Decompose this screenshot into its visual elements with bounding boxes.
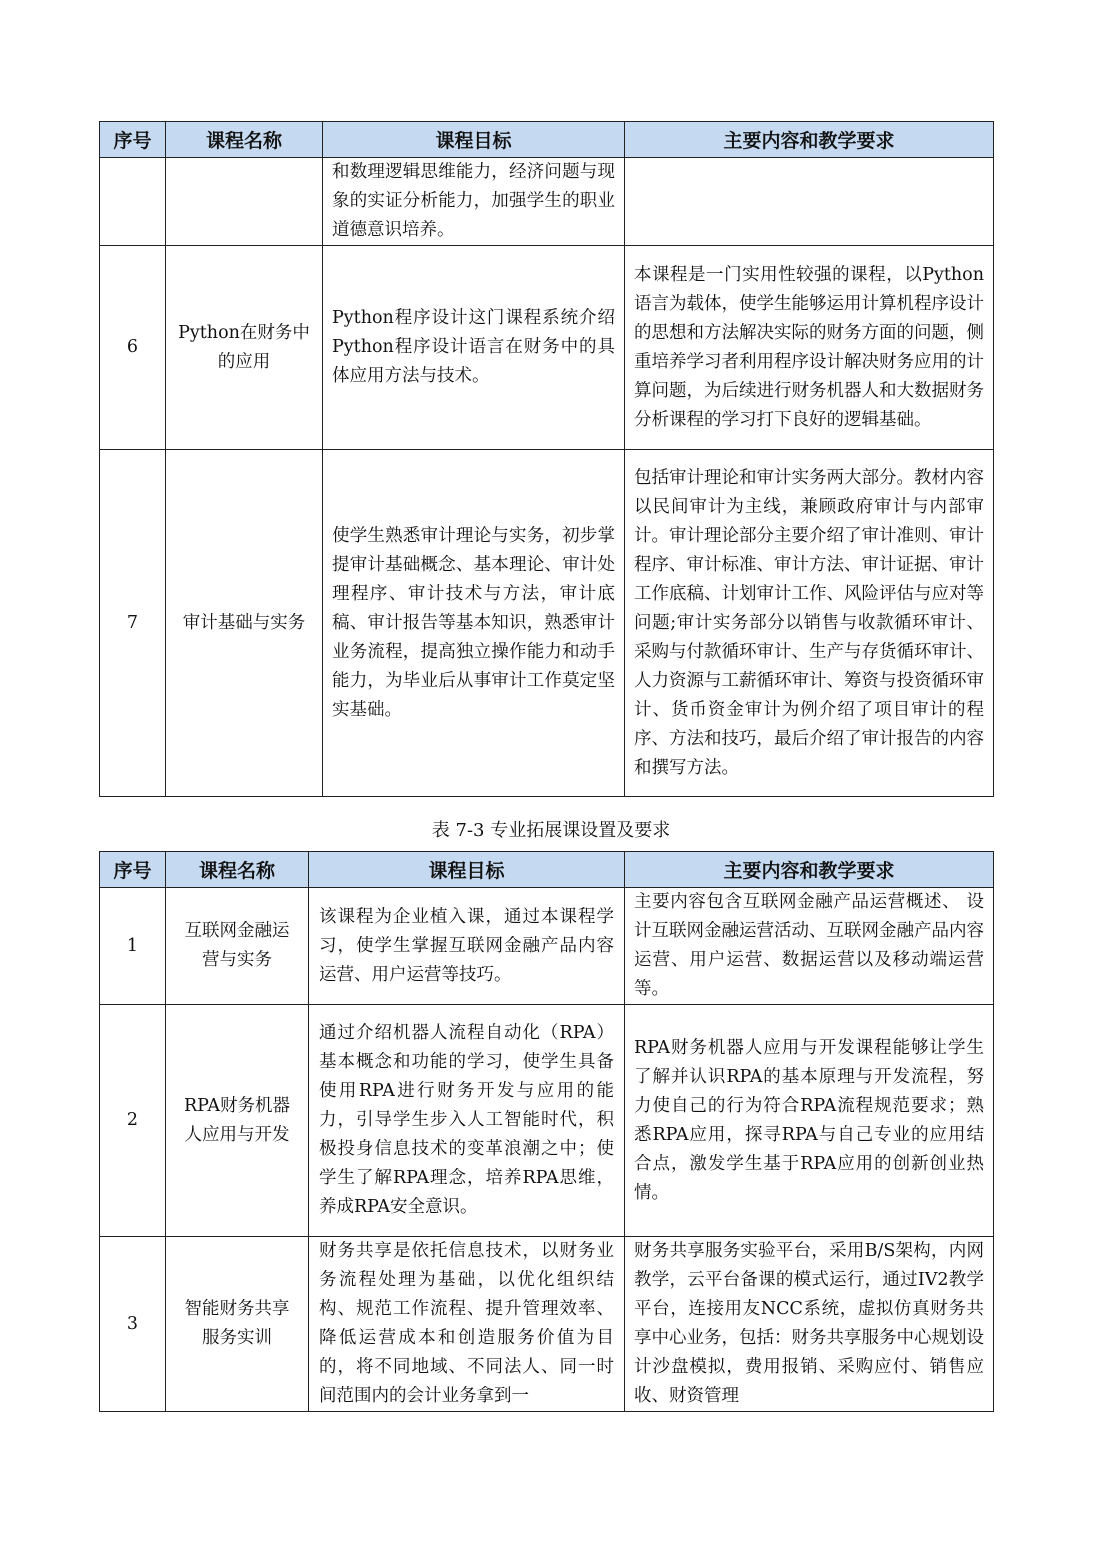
- cell-goal: Python程序设计这门课程系统介绍Python程序设计语言在财务中的具体应用方法与技术。: [323, 246, 625, 450]
- header-name: 课程名称: [166, 852, 309, 888]
- cell-goal: 通过介绍机器人流程自动化（RPA）基本概念和功能的学习，使学生具备使用RPA进行财务开发与应用的能力，引导学生步入人工智能时代，积极投身信息技术的变革浪潮之中；使学生了解RPA理念，培养RPA思维，养成RPA安全意识。: [309, 1005, 625, 1237]
- cell-content: RPA财务机器人应用与开发课程能够让学生了解并认识RPA的基本原理与开发流程，努力使自己的行为符合RPA流程规范要求；熟悉RPA应用，探寻RPA与自己专业的应用结合点，激发学生基于RPA应用的创新创业热情。: [625, 1005, 994, 1237]
- cell-no: 1: [100, 888, 166, 1005]
- cell-name: [166, 158, 323, 246]
- header-content: 主要内容和教学要求: [625, 852, 994, 888]
- header-no: 序号: [100, 122, 166, 158]
- cell-no: 3: [100, 1237, 166, 1412]
- cell-name: 智能财务共享服务实训: [166, 1237, 309, 1412]
- cell-name: RPA财务机器人应用与开发: [166, 1005, 309, 1237]
- header-content: 主要内容和教学要求: [625, 122, 994, 158]
- table-header-row: [100, 852, 994, 888]
- cell-no: [100, 158, 166, 246]
- table-header-row: [100, 122, 994, 158]
- header-no: 序号: [100, 852, 166, 888]
- cell-name: Python在财务中的应用: [166, 246, 323, 450]
- cell-goal: 该课程为企业植入课，通过本课程学习，使学生掌握互联网金融产品内容运营、用户运营等技巧。: [309, 888, 625, 1005]
- cell-no: 7: [100, 450, 166, 797]
- table-row: [100, 246, 994, 450]
- cell-name: 审计基础与实务: [166, 450, 323, 797]
- cell-content: 财务共享服务实验平台，采用B/S架构，内网教学，云平台备课的模式运行，通过IV2教学平台，连接用友NCC系统，虚拟仿真财务共享中心业务，包括：财务共享服务中心规划设计沙盘模拟，费用报销、采购应付、销售应收、财资管理: [625, 1237, 994, 1412]
- table-row: [100, 450, 994, 797]
- cell-name: 互联网金融运营与实务: [166, 888, 309, 1005]
- cell-content: 本课程是一门实用性较强的课程，以Python语言为载体，使学生能够运用计算机程序设计的思想和方法解决实际的财务方面的问题，侧重培养学习者利用程序设计解决财务应用的计算问题，为后续进行财务机器人和大数据财务分析课程的学习打下良好的逻辑基础。: [625, 246, 994, 450]
- table-row: [100, 158, 994, 246]
- header-goal: 课程目标: [309, 852, 625, 888]
- cell-goal: 和数理逻辑思维能力，经济问题与现象的实证分析能力，加强学生的职业道德意识培养。: [323, 158, 625, 246]
- table-caption: 表 7-3 专业拓展课设置及要求: [431, 820, 671, 841]
- table-row: [100, 888, 994, 1005]
- cell-goal: 财务共享是依托信息技术，以财务业务流程处理为基础，以优化组织结构、规范工作流程、提升管理效率、降低运营成本和创造服务价值为目的，将不同地域、不同法人、同一时间范围内的会计业务拿到一: [309, 1237, 625, 1412]
- cell-content: 包括审计理论和审计实务两大部分。教材内容以民间审计为主线，兼顾政府审计与内部审计。审计理论部分主要介绍了审计准则、审计程序、审计标准、审计方法、审计证据、审计工作底稿、计划审计工作、风险评估与应对等问题;审计实务部分以销售与收款循环审计、采购与付款循环审计、生产与存货循环审计、人力资源与工薪循环审计、筹资与投资循环审计、货币资金审计为例介绍了项目审计的程序、方法和技巧，最后介绍了审计报告的内容和撰写方法。: [625, 450, 994, 797]
- cell-content: 主要内容包含互联网金融产品运营概述、 设计互联网金融运营活动、互联网金融产品内容运营、用户运营、数据运营以及移动端运营等。: [625, 888, 994, 1005]
- cell-no: 2: [100, 1005, 166, 1237]
- course-table-continued: [99, 121, 994, 797]
- course-table-extension: [99, 851, 994, 1412]
- table-row: [100, 1005, 994, 1237]
- cell-no: 6: [100, 246, 166, 450]
- cell-content: [625, 158, 994, 246]
- header-goal: 课程目标: [323, 122, 625, 158]
- cell-goal: 使学生熟悉审计理论与实务，初步掌提审计基础概念、基本理论、审计处理程序、审计技术与方法，审计底稿、审计报告等基本知识，熟悉审计业务流程，提高独立操作能力和动手能力，为毕业后从事审计工作莫定坚实基础。: [323, 450, 625, 797]
- header-name: 课程名称: [166, 122, 323, 158]
- table-row: [100, 1237, 994, 1412]
